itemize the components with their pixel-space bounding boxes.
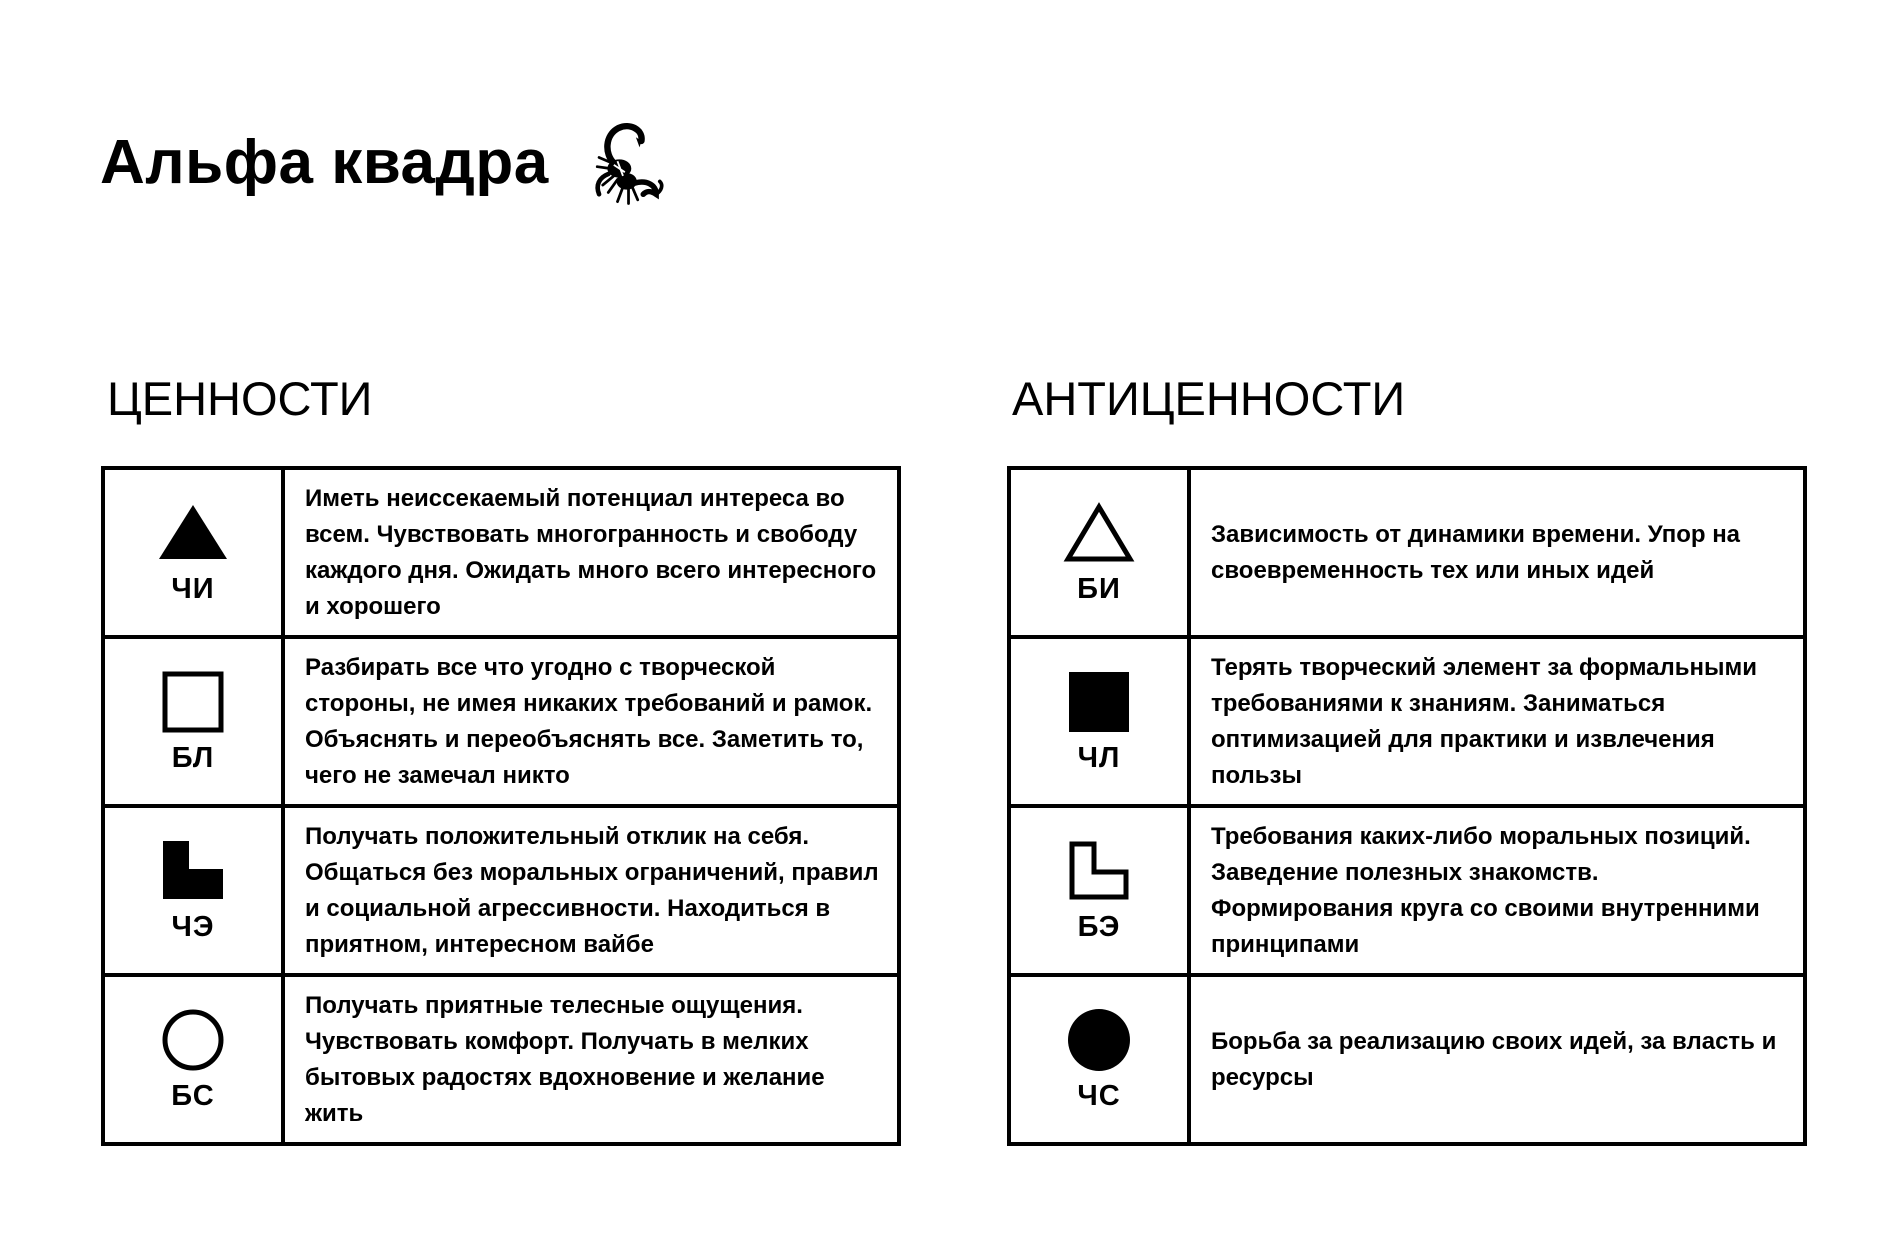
symbol-cell — [105, 977, 285, 1142]
symbol-cell — [1011, 470, 1191, 635]
description-text: Борьба за реализацию своих идей, за власть и ресурсы — [1211, 1027, 1777, 1091]
function-code: БЭ — [1077, 911, 1121, 943]
description-text: Требования каких-либо моральных позиций. Заведение полезных знакомств. Формирования круга со своими внутренними принципами — [1211, 822, 1760, 958]
table-row — [1011, 470, 1803, 639]
filled-l-shape-icon — [157, 839, 229, 903]
table-row — [105, 470, 897, 639]
scorpion-icon — [577, 117, 669, 209]
outline-square-icon — [157, 670, 229, 734]
table-row — [1011, 977, 1803, 1142]
table-row — [105, 977, 897, 1142]
description-cell — [1191, 808, 1803, 973]
function-code: ЧИ — [171, 573, 215, 605]
function-code: ЧЭ — [171, 911, 215, 943]
antivalues-table — [1007, 466, 1807, 1146]
values-table — [101, 466, 901, 1146]
table-row — [1011, 639, 1803, 808]
antivalues-heading: АНТИЦЕННОСТИ — [1012, 372, 1406, 425]
function-code: БЛ — [171, 742, 215, 774]
function-code: ЧС — [1077, 1080, 1121, 1112]
description-cell — [1191, 977, 1803, 1142]
symbol-cell — [105, 808, 285, 973]
table-row — [105, 639, 897, 808]
description-cell — [285, 808, 897, 973]
outline-l-shape-icon — [1063, 839, 1135, 903]
symbol-cell — [1011, 639, 1191, 804]
function-code: БИ — [1077, 573, 1121, 605]
header — [100, 118, 669, 208]
symbol-cell — [105, 470, 285, 635]
outline-circle-icon — [157, 1008, 229, 1072]
description-text: Получать положительный отклик на себя. Общаться без моральных ограничений, правил и социальной агрессивности. Находиться в приятном, интересном вайбе — [305, 822, 879, 958]
function-code: БС — [171, 1080, 215, 1112]
symbol-cell — [105, 639, 285, 804]
filled-square-icon — [1063, 670, 1135, 734]
filled-triangle-icon — [157, 501, 229, 565]
outline-triangle-icon — [1063, 501, 1135, 565]
description-cell — [285, 639, 897, 804]
values-heading: ЦЕННОСТИ — [107, 372, 373, 425]
description-cell — [1191, 470, 1803, 635]
description-text: Зависимость от динамики времени. Упор на своевременность тех или иных идей — [1211, 520, 1741, 584]
description-text: Терять творческий элемент за формальными требованиями к знаниям. Заниматься оптимизацией для практики и извлечения пользы — [1211, 653, 1757, 789]
page-title: Альфа квадра — [100, 128, 549, 197]
description-text: Разбирать все что угодно с творческой стороны, не имея никаких требований и рамок. Объяснять и переобъяснять все. Заметить то, чего не замечал никто — [305, 653, 873, 789]
description-text: Получать приятные телесные ощущения. Чувствовать комфорт. Получать в мелких бытовых радостях вдохновение и желание жить — [305, 991, 825, 1127]
symbol-cell — [1011, 808, 1191, 973]
description-text: Иметь неиссекаемый потенциал интереса во всем. Чувствовать многогранность и свободу каждого дня. Ожидать много всего интересного и хорошего — [305, 484, 877, 620]
filled-circle-icon — [1063, 1008, 1135, 1072]
table-row — [1011, 808, 1803, 977]
description-cell — [285, 470, 897, 635]
symbol-cell — [1011, 977, 1191, 1142]
description-cell — [285, 977, 897, 1142]
description-cell — [1191, 639, 1803, 804]
table-row — [105, 808, 897, 977]
function-code: ЧЛ — [1077, 742, 1121, 774]
